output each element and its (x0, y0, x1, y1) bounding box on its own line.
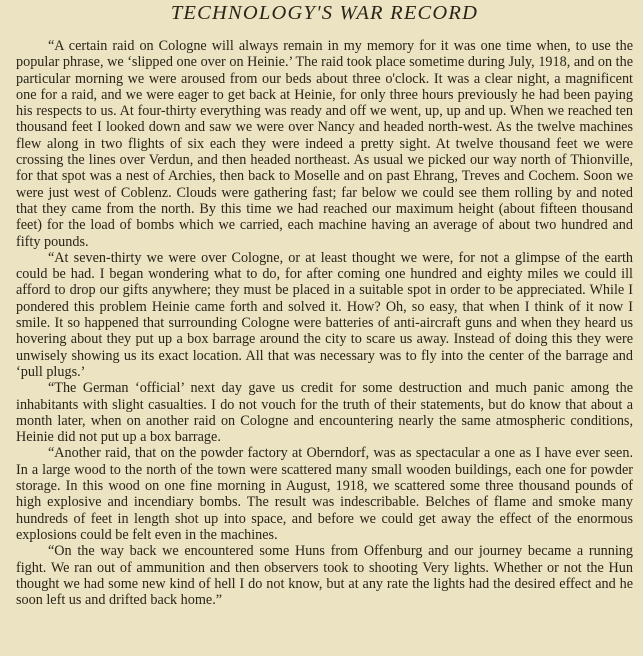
paragraph-return-journey: “On the way back we encountered some Huns from Offenburg and our journey became a running fight. We ran out of ammunition and then observers took to shooting Very lights. Whether or not the Hun thought we had some new kind of hell I do not know, but at any rate the lights had the desired effect and he soon left us and drifted back home.” (16, 543, 633, 609)
paragraph-german-official: “The German ‘official’ next day gave us credit for some destruction and much panic among the inhabitants with slight casualties. I do not vouch for the truth of their statements, but do know that about a month later, when on another raid on Cologne and encountering nearly the same atmospheric conditions, Heinie did not put up a box barrage. (16, 380, 633, 446)
paragraph-over-cologne: “At seven-thirty we were over Cologne, or at least thought we were, for not a glimpse of the earth could be had. I began wondering what to do, for after coming one hundred and eighty miles we could ill afford to drop our gifts anywhere; they must be placed in a suitable spot in order to be appreciated. While I pondered this problem Heinie came forth and solved it. How? Oh, so easy, that when I think of it now I smile. It so happened that surrounding Cologne were batteries of anti-aircraft guns and when they heard us hovering about they put up a box barrage around the city to scare us away. Instead of doing this they were unwisely showing us its exact location. All that was necessary was to fly into the center of the barrage and ‘pull plugs.’ (16, 249, 633, 380)
paragraph-cologne-raid: “A certain raid on Cologne will always remain in my memory for it was one time when, to use the popular phrase, we ‘slipped one over on Heinie.’ The raid took place sometime during July, 1918, and on the particular morning we were aroused from our beds about three o'clock. It was a clear night, a magnificent one for a raid, and we were eager to get back at Heinie, for only three hours previously he had been paying his respects to us. At four-thirty everything was ready and off we went, up, up and up. When we reached ten thousand feet I looked down and saw we were over Nancy and headed north-west. As the twelve machines flew along in two flights of six each they were indeed a pretty sight. At twelve thousand feet we were crossing the lines over Verdun, and then headed northeast. As usual we picked our way north of Thionville, for that spot was a nest of Archies, then back to Moselle and on past Ehrang, Treves and Cochem. Soon we were just west of Coblenz. Clouds were gathering fast; far below we could see them rolling by and noted that they came from the north. By this time we had reached our maximum height (about fifteen thousand feet) for the load of bombs which we carried, each machine having an average of about two hundred and fifty pounds. (16, 38, 633, 250)
running-head-title: TECHNOLOGY'S WAR RECORD (170, 2, 479, 24)
paragraph-oberndorf-raid: “Another raid, that on the powder factory at Oberndorf, was as spectacular a one as I have ever seen. In a large wood to the north of the town were scattered many small wooden buildings, each one for powder storage. In this wood on one fine morning in August, 1918, we scattered some three thousand pounds of high explosive and incendiary bombs. The result was indescribable. Belches of flame and smoke many hundreds of feet in length shot up into space, and before we could get away the effect of the enormous explosions could be felt even in the machines. (16, 445, 633, 543)
